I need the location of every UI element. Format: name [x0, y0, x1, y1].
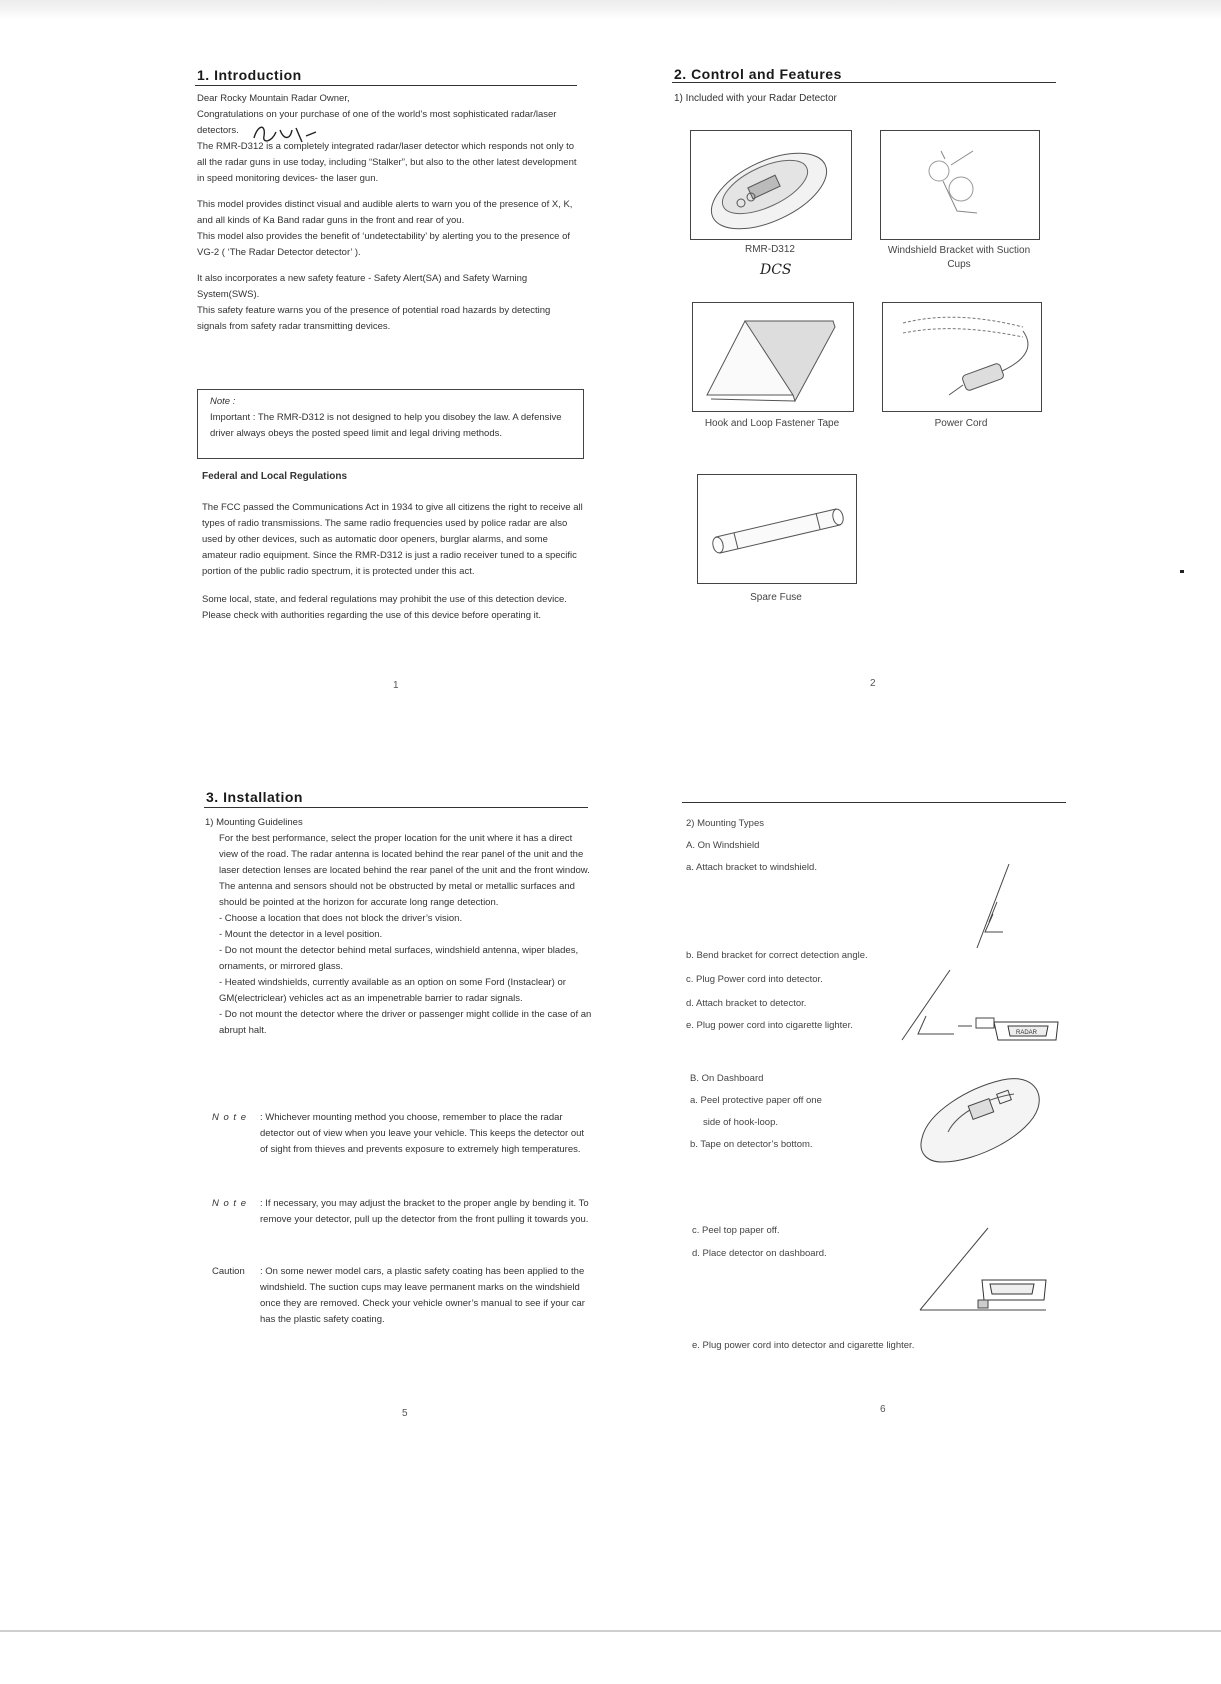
scan-shadow-top: [0, 0, 1221, 20]
included-subheading: 1) Included with your Radar Detector: [674, 93, 837, 104]
guideline-bullet: - Mount the detector in a level position.: [219, 929, 383, 940]
regulations-body: [202, 500, 584, 624]
caution-label: Caution: [212, 1266, 245, 1277]
note-1-text: : Whichever mounting method you choose, remember to place the radar detector out of view when you leave your vehicle. This keeps the detector out of sight from thieves and prevents exposure to extremely high temperatures.: [260, 1112, 585, 1155]
controls-heading: 2. Control and Features: [674, 66, 842, 82]
note-1: [212, 1110, 592, 1158]
note-text: Important : The RMR-D312 is not designed to help you disobey the law. A defensive driver always obeys the posted speed limit and legal driving methods.: [210, 412, 562, 439]
dashboard-title: B. On Dashboard: [690, 1073, 764, 1084]
top-rule: [682, 802, 1066, 803]
windshield-mount-illustration-icon: [898, 968, 1060, 1044]
fastener-tape-icon: [693, 303, 853, 411]
installation-body: [205, 815, 593, 1039]
regulations-subheading: Federal and Local Regulations: [202, 471, 348, 482]
note-1-label: N o t e: [212, 1112, 247, 1123]
guideline-bullet: - Choose a location that does not block the driver’s vision.: [219, 913, 463, 924]
intro-paragraph-4: This model also provides the benefit of ‘undetectability’ by alerting you to the presence of VG-2 ( ‘The Radar Detector detector’ ).: [197, 231, 571, 258]
guideline-bullet: - Heated windshields, currently available as an option on some Ford (Instaclear) or GM(electriclear) vehicles act as an impenetrable barrier to radar signals.: [219, 977, 566, 1004]
guidelines-paragraph: For the best performance, select the proper location for the unit where it has a direct view of the road. The radar antenna is located behind the rear panel of the unit and the laser detection lenses are located behind the rear panel of the unit and the front window. The antenna and sensors should not be obstructed by metal or metallic surfaces and should be pointed at the horizon for accurate long range detection.: [219, 833, 590, 908]
introduction-heading: 1. Introduction: [197, 67, 302, 83]
guidelines-subheading: 1) Mounting Guidelines: [205, 817, 303, 828]
heading-rule: [204, 807, 588, 808]
bracket-image-box: [880, 130, 1040, 240]
dashboard-step-a-line2: side of hook-loop.: [703, 1117, 778, 1128]
page-number-5: 5: [402, 1408, 408, 1419]
note-label: Note :: [210, 396, 236, 407]
bracket-caption: Windshield Bracket with Suction Cups: [887, 245, 1031, 270]
device-label-text: RADAR: [1016, 1030, 1038, 1036]
guidelines-bullet-list: [219, 911, 593, 1039]
page-number-2: 2: [870, 678, 876, 689]
heading-rule: [195, 85, 577, 86]
note-2-label: N o t e: [212, 1198, 247, 1209]
regulations-paragraph-2: Some local, state, and federal regulations may prohibit the use of this detection device. Please check with authorities regarding the use of this device before operating it.: [202, 594, 567, 621]
spare-fuse-icon: [698, 475, 856, 583]
regulations-paragraph-1: The FCC passed the Communications Act in 1934 to give all citizens the right to receive all types of radio transmissions. The same radio frequencies used by police radar are also used by other devices, such as automatic door openers, burglar alarms, and some amateur radio equipment. Since the RMR-D312 is just a radio receiver tuned to a specific portion of the public radio spectrum, it is protected under this act.: [202, 502, 583, 577]
page-number-1: 1: [393, 680, 399, 691]
intro-paragraph-5: It also incorporates a new safety feature - Safety Alert(SA) and Safety Warning System(SWS).: [197, 273, 528, 300]
note-box: [197, 389, 584, 459]
windshield-step-c: c. Plug Power cord into detector.: [686, 974, 823, 985]
power-cord-icon: [883, 303, 1041, 411]
scan-edge-bottom: [0, 1630, 1221, 1632]
dashboard-step-e: e. Plug power cord into detector and cigarette lighter.: [692, 1340, 915, 1351]
radar-detector-icon: [691, 131, 851, 239]
note-2: [212, 1196, 592, 1228]
greeting: Dear Rocky Mountain Radar Owner,: [197, 93, 350, 104]
fuse-image-box: [697, 474, 857, 584]
power-cord-image-box: [882, 302, 1042, 412]
caution: [212, 1264, 592, 1328]
fuse-caption: Spare Fuse: [750, 592, 802, 603]
tape-image-box: [692, 302, 854, 412]
page-number-6: 6: [880, 1404, 886, 1415]
detector-image-box: [690, 130, 852, 240]
windshield-bracket-icon: [881, 131, 1039, 239]
windshield-step-d: d. Attach bracket to detector.: [686, 998, 807, 1009]
handwritten-initials: DCS: [760, 262, 792, 278]
dashboard-step-c: c. Peel top paper off.: [692, 1225, 780, 1236]
dashboard-step-a-line1: a. Peel protective paper off one: [690, 1095, 822, 1106]
heading-rule: [672, 82, 1056, 83]
intro-paragraph-2: The RMR-D312 is a completely integrated radar/laser detector which responds not only to all the radar guns in use today, including “Stalker”, but also to the other latest development in speed monitoring devices- the laser gun.: [197, 141, 577, 184]
dashboard-step-d: d. Place detector on dashboard.: [692, 1248, 827, 1259]
handwriting-annotation-icon: [250, 120, 320, 150]
intro-paragraph-3: This model provides distinct visual and audible alerts to warn you of the presence of X, K, and all kinds of Ka Band radar guns in the front and rear of you.: [197, 199, 573, 226]
intro-paragraph-1: Congratulations on your purchase of one of the world’s most sophisticated radar/laser detectors.: [197, 109, 557, 136]
dashboard-mount-illustration-icon: [918, 1226, 1048, 1316]
installation-heading: 3. Installation: [206, 789, 303, 805]
intro-paragraph-6: This safety feature warns you of the presence of potential road hazards by detecting signals from safety radar transmitting devices.: [197, 305, 551, 332]
caution-text: : On some newer model cars, a plastic safety coating has been applied to the windshield. The suction cups may leave permanent marks on the windshield once they are removed. Check your vehicle owner’s manual to see if your car has the plastic safety coating.: [260, 1266, 585, 1325]
note-2-text: : If necessary, you may adjust the bracket to the proper angle by bending it. To remove your detector, pull up the detector from the front pulling it towards you.: [260, 1198, 589, 1225]
windshield-step-b: b. Bend bracket for correct detection angle.: [686, 950, 868, 961]
power-cord-caption: Power Cord: [934, 418, 988, 429]
detector-caption: RMR-D312: [744, 244, 795, 255]
windshield-step-a: a. Attach bracket to windshield.: [686, 862, 817, 873]
windshield-title: A. On Windshield: [686, 840, 760, 851]
guideline-bullet: - Do not mount the detector where the driver or passenger might collide in the case of an abrupt halt.: [219, 1009, 592, 1036]
guideline-bullet: - Do not mount the detector behind metal surfaces, windshield antenna, wiper blades, ornaments, or mirrored glass.: [219, 945, 579, 972]
tape-caption: Hook and Loop Fastener Tape: [704, 418, 840, 429]
dashboard-step-b: b. Tape on detector’s bottom.: [690, 1139, 813, 1150]
bracket-windshield-illustration-icon: [975, 862, 1015, 952]
windshield-step-e: e. Plug power cord into cigarette lighter.: [686, 1020, 853, 1031]
mounting-types-subheading: 2) Mounting Types: [686, 818, 764, 829]
dashboard-detector-illustration-icon: [918, 1072, 1048, 1168]
scan-speck: [1180, 570, 1184, 573]
